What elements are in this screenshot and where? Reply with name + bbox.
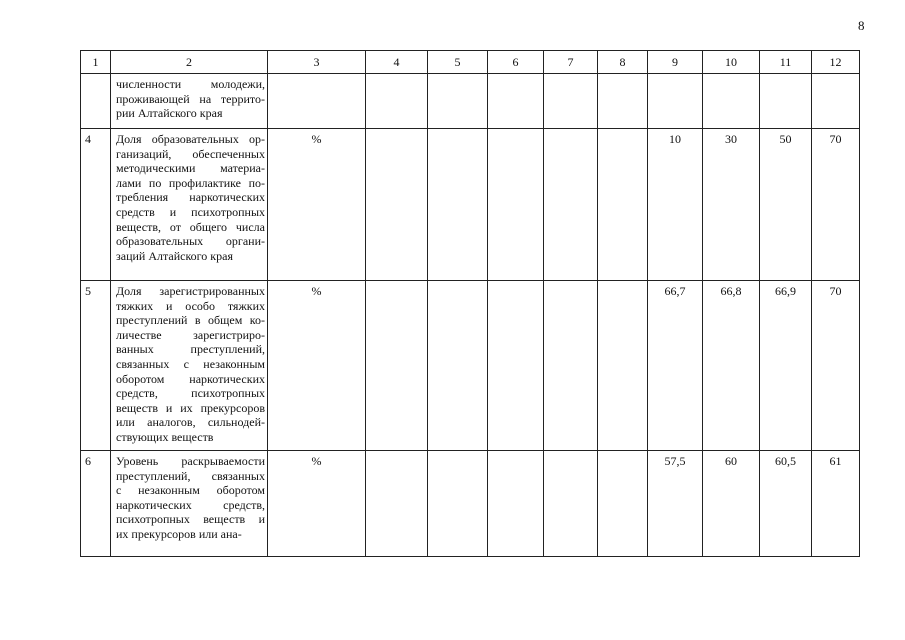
row-number-cell — [81, 74, 111, 129]
indicator-text-line: связанных с незаконным — [116, 356, 265, 371]
indicator-name-cell — [111, 129, 268, 281]
value-cell-8 — [598, 74, 648, 129]
indicator-text-line: преступлений в общем ко- — [116, 313, 265, 328]
unit-cell — [268, 74, 366, 129]
header-cell-9: 9 — [648, 51, 703, 74]
page-number: 8 — [858, 18, 865, 33]
indicator-name-cell — [111, 281, 268, 451]
indicator-text-line: веществ и их прекурсоров — [116, 400, 265, 415]
value-cell-4 — [366, 74, 428, 129]
indicator-text-line: ванных преступлений, — [116, 342, 265, 357]
value-cell-7 — [544, 451, 598, 557]
indicator-text-line: средств, психотропных — [116, 386, 265, 401]
indicator-text-line: психотропных веществ и — [116, 512, 265, 527]
value-cell-9: 57,5 — [648, 451, 703, 557]
indicator-text-line: их прекурсоров или ана- — [116, 526, 242, 541]
header-cell-12: 12 — [812, 51, 860, 74]
value-cell-10: 60 — [703, 451, 760, 557]
value-cell-8 — [598, 129, 648, 281]
value-cell-11: 60,5 — [760, 451, 812, 557]
value-cell-5 — [428, 129, 488, 281]
value-cell-6 — [488, 129, 544, 281]
value-cell-5 — [428, 451, 488, 557]
indicator-text-line: наркотических средств, — [116, 497, 265, 512]
header-cell-4: 4 — [366, 51, 428, 74]
header-cell-5: 5 — [428, 51, 488, 74]
indicator-name-cell — [111, 74, 268, 129]
unit-cell: % — [268, 129, 366, 281]
indicator-text-line: Доля образовательных ор- — [116, 132, 265, 146]
header-cell-3: 3 — [268, 51, 366, 74]
table-row — [81, 451, 860, 557]
row-number-cell: 4 — [81, 129, 111, 281]
indicator-text-line: личестве зарегистриро- — [116, 327, 265, 342]
indicator-text-line: Доля зарегистрированных — [116, 284, 265, 298]
value-cell-6 — [488, 74, 544, 129]
value-cell-6 — [488, 451, 544, 557]
header-cell-6: 6 — [488, 51, 544, 74]
table-row — [81, 129, 860, 281]
indicator-text-line: численности молодежи, — [116, 77, 265, 91]
indicator-text-line: ганизаций, обеспеченных — [116, 146, 265, 161]
header-cell-2: 2 — [111, 51, 268, 74]
value-cell-5 — [428, 281, 488, 451]
value-cell-12: 61 — [812, 451, 860, 557]
row-number-cell: 5 — [81, 281, 111, 451]
value-cell-4 — [366, 451, 428, 557]
header-cell-10: 10 — [703, 51, 760, 74]
row-number-cell: 6 — [81, 451, 111, 557]
value-cell-10: 66,8 — [703, 281, 760, 451]
table-row — [81, 281, 860, 451]
header-row — [81, 51, 860, 74]
unit-cell: % — [268, 281, 366, 451]
indicator-text-line: лами по профилактике по- — [116, 175, 265, 190]
indicator-text-line: оборотом наркотических — [116, 371, 265, 386]
indicator-text-line: веществ, от общего числа — [116, 219, 265, 234]
value-cell-8 — [598, 451, 648, 557]
indicator-text-line: тяжких и особо тяжких — [116, 298, 265, 313]
value-cell-7 — [544, 281, 598, 451]
value-cell-11: 50 — [760, 129, 812, 281]
indicator-text-line: заций Алтайского края — [116, 248, 233, 263]
value-cell-12: 70 — [812, 129, 860, 281]
value-cell-4 — [366, 129, 428, 281]
value-cell-11: 66,9 — [760, 281, 812, 451]
value-cell-12 — [812, 74, 860, 129]
indicator-text-line: с незаконным оборотом — [116, 483, 265, 498]
indicator-text-line: или аналогов, сильнодей- — [116, 415, 265, 430]
value-cell-11 — [760, 74, 812, 129]
value-cell-5 — [428, 74, 488, 129]
value-cell-9 — [648, 74, 703, 129]
value-cell-7 — [544, 129, 598, 281]
indicator-text-line: требления наркотических — [116, 190, 265, 205]
value-cell-7 — [544, 74, 598, 129]
value-cell-8 — [598, 281, 648, 451]
value-cell-10: 30 — [703, 129, 760, 281]
value-cell-9: 10 — [648, 129, 703, 281]
value-cell-12: 70 — [812, 281, 860, 451]
indicator-text-line: средств и психотропных — [116, 204, 265, 219]
value-cell-9: 66,7 — [648, 281, 703, 451]
value-cell-4 — [366, 281, 428, 451]
value-cell-10 — [703, 74, 760, 129]
indicator-text-line: рии Алтайского края — [116, 106, 223, 121]
indicator-text-line: Уровень раскрываемости — [116, 454, 265, 468]
indicator-name-cell — [111, 451, 268, 557]
header-cell-11: 11 — [760, 51, 812, 74]
indicator-text-line: образовательных органи- — [116, 234, 265, 249]
header-cell-8: 8 — [598, 51, 648, 74]
indicator-text-line: преступлений, связанных — [116, 468, 265, 483]
indicators-table — [80, 50, 860, 557]
unit-cell: % — [268, 451, 366, 557]
header-cell-1: 1 — [81, 51, 111, 74]
table-row — [81, 74, 860, 129]
header-cell-7: 7 — [544, 51, 598, 74]
value-cell-6 — [488, 281, 544, 451]
indicator-text-line: проживающей на террито- — [116, 91, 265, 106]
indicator-text-line: методическими материа- — [116, 161, 265, 176]
indicator-text-line: ствующих веществ — [116, 429, 214, 444]
